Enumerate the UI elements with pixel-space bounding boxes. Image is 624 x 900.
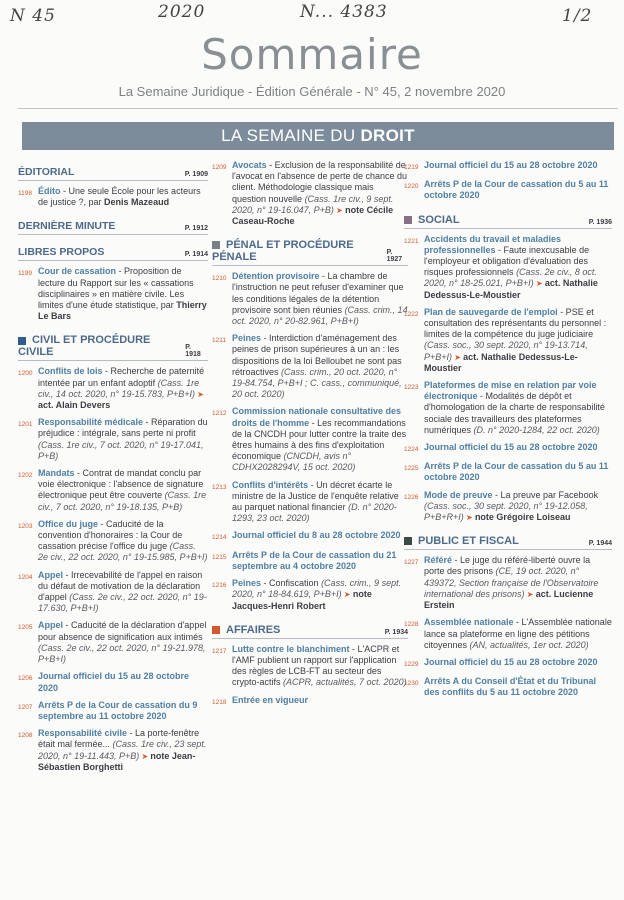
entry-number: 1223 [404, 384, 419, 392]
toc-entry[interactable] [212, 271, 408, 327]
handwritten-page: 1/2 [562, 6, 593, 26]
toc-entry[interactable] [404, 490, 612, 524]
entry-citation: (Cass. 1re civ., 7 oct. 2020, n° 19-18.135, P+B) [38, 490, 207, 512]
page-subtitle: La Semaine Juridique - Édition Générale - N° 45, 2 novembre 2020 [118, 84, 506, 99]
entry-citation: (Cass. crim., 20 oct. 2020, n° 19-84.754, P+B+I ; C. cass., communiqué, 20 oct. 2020) [232, 366, 402, 400]
banner-bold-text: DROIT [360, 126, 415, 145]
section-name: LIBRES PROPOS [18, 246, 105, 259]
entry-citation: (Cass. 1re civ., 7 oct. 2020, n° 19-17.041, P+B) [38, 439, 204, 461]
entry-number: 1218 [212, 698, 227, 706]
entry-citation: (D. n° 2020-1293, 23 oct. 2020) [232, 502, 397, 524]
entry-heading: Appel [38, 569, 64, 580]
entry-number: 1224 [404, 446, 419, 454]
section-editorial [18, 160, 208, 181]
arrow-icon: ➤ [341, 590, 353, 600]
entry-citation: (Cass. soc., 30 sept. 2020, n° 19-12.058, P+B+R+I) [424, 500, 588, 523]
toc-entry[interactable] [18, 700, 208, 722]
entry-heading: Conflits de lois [38, 366, 103, 377]
section-civil [18, 328, 208, 361]
entry-heading: Lutte contre le blanchiment [232, 643, 350, 654]
entry-citation: (Cass. 2e civ., 8 oct. 2020, n° 18-25.021, P+B+I) [424, 267, 597, 289]
arrow-icon: ➤ [333, 205, 346, 215]
entry-heading: Journal officiel du 15 au 28 octobre 2020 [424, 160, 598, 170]
section-libres-propos [18, 240, 208, 261]
arrow-icon: ➤ [195, 389, 204, 399]
entry-heading: Arrêts P de la Cour de cassation du 5 au 11 octobre 2020 [424, 461, 609, 483]
entry-citation: (D. n° 2020-1284, 22 oct. 2020) [473, 424, 600, 435]
entry-number: 1214 [212, 534, 227, 542]
toc-entry[interactable] [404, 676, 612, 698]
entry-author: act. Lucienne Erstein [424, 588, 594, 611]
entry-number: 1222 [404, 310, 419, 318]
entry-citation: (Cass. 2e civ., 22 oct. 2020, n° 19-17.630, P+B+I) [38, 592, 207, 614]
entry-heading: Peines [232, 333, 262, 344]
toc-entry[interactable] [18, 366, 208, 411]
entry-citation: (Cass. 2e civ., 22 oct. 2020, n° 19-15.985, P+B+I) [38, 541, 208, 563]
entry-text: - Irrecevabilité de l'appel en raison du défaut de motivation de la déclaration d'appel [38, 569, 203, 603]
section-banner [22, 122, 614, 150]
toc-entry[interactable] [18, 266, 208, 322]
section-page: P. 1914 [184, 251, 208, 259]
entry-number: 1221 [404, 237, 419, 245]
entry-number: 1215 [212, 553, 227, 561]
entry-number: 1217 [212, 647, 227, 655]
entry-number: 1225 [404, 465, 419, 473]
toc-entry[interactable] [404, 307, 612, 374]
entry-author: note Jacques-Henri Robert [232, 589, 372, 611]
header-divider [18, 108, 618, 109]
toc-entry[interactable] [18, 417, 208, 462]
section-square-icon [404, 537, 412, 545]
section-page: P. 1909 [184, 171, 208, 178]
toc-entry[interactable] [212, 695, 408, 708]
section-affaires [212, 618, 408, 639]
section-square-icon [404, 216, 412, 224]
toc-entry[interactable] [404, 380, 612, 436]
entry-number: 1199 [18, 270, 32, 278]
section-name: AFFAIRES [226, 623, 281, 636]
handwritten-reference: N... 4383 [300, 2, 388, 22]
entry-author: act. Alain Devers [38, 400, 111, 411]
entry-text: - Contrat de mandat conclu par voie électronique : l'absence de signature électronique peut être couverte [38, 468, 204, 501]
entry-heading: Plateformes de mise en relation par voie électronique [424, 380, 597, 402]
entry-text: - Le juge du référé-liberté ouvre la porte des prisons [424, 555, 591, 577]
entry-citation: (CNCDH, avis n° CDHX2028294V, 15 oct. 2020) [232, 451, 356, 473]
section-page: P. 1927 [386, 249, 403, 264]
entry-number: 1230 [404, 680, 419, 688]
entry-heading: Peines [232, 578, 262, 589]
entry-heading: Journal officiel du 15 au 28 octobre 2020 [424, 656, 598, 667]
entry-author: Denis Mazeaud [104, 197, 170, 208]
entry-number: 1211 [212, 337, 226, 345]
toc-entry[interactable] [18, 570, 208, 615]
entry-author: Thierry Le Bars [38, 300, 207, 322]
entry-heading: Journal officiel du 15 au 28 octobre 2020 [38, 671, 190, 693]
arrow-icon: ➤ [463, 513, 475, 523]
entry-text: - Proposition de lecture du Rapport sur les « cassations disciplinaires » en matière civile. Les limites d'une étude statistique, par [38, 266, 194, 311]
toc-entry[interactable] [18, 519, 208, 564]
toc-entry[interactable] [212, 333, 408, 400]
section-page: P. 1918 [185, 344, 201, 359]
entry-text: - Modalités de dépôt et d'homologation de la charte de responsabilité sociale des travailleurs des plateformes numériques [424, 391, 605, 435]
entry-heading: Assemblée nationale [424, 617, 514, 628]
banner-text: LA SEMAINE DU [221, 126, 361, 145]
entry-heading: Arrêts P de la Cour de cassation du 5 au 11 octobre 2020 [424, 179, 609, 201]
entry-number: 1205 [18, 624, 33, 632]
toc-entry[interactable] [404, 461, 612, 483]
entry-number: 1219 [404, 164, 419, 171]
entry-heading: Conflits d'intérêts [232, 479, 309, 490]
entry-number: 1226 [404, 493, 419, 501]
entry-citation: (AN, actualités, 1er oct. 2020) [469, 639, 589, 650]
entry-text: - L'ACPR et l'AMF publient un rapport sur l'application des règles de LCB-FT au secteur des crypto-actifs [232, 643, 400, 688]
entry-text: - L'Assemblée nationale lance sa plateforme en ligne des pétitions citoyennes [424, 617, 612, 650]
entry-number: 1204 [18, 573, 33, 581]
section-name: PÉNAL ET PROCÉDURE PÉNALE [212, 239, 354, 264]
toc-entry[interactable] [18, 620, 208, 665]
entry-text: - Caducité de la convention d'honoraires : la Cour de cassation précise l'office du juge [38, 518, 183, 552]
entry-heading: Mandats [38, 468, 75, 479]
entry-text: - Interdiction d'aménagement des peines de prison supérieures à un an : les dispositions de la loi Belloubet ne sont pas rétroactives [232, 333, 402, 377]
section-square-icon [212, 241, 220, 249]
section-name: ÉDITORIAL [18, 166, 75, 178]
toc-entry[interactable] [404, 617, 612, 651]
toc-entry[interactable] [212, 644, 408, 689]
arrow-icon: ➤ [139, 751, 151, 761]
entry-text: - Faute inexcusable de l'employeur et obligation d'évaluation des risques professionnels [424, 244, 590, 278]
entry-number: 1210 [212, 275, 227, 283]
toc-entry[interactable] [404, 442, 612, 455]
entry-text: - Les recommandations de la CNCDH pour lutter contre la traite des êtres humains à des fins d'exploitation économique [232, 417, 407, 462]
entry-citation: (Cass. soc., 30 sept. 2020, n° 19-13.714, P+B+I) [424, 340, 588, 362]
entry-author: act. Nathalie Dedessus-Le-Moustier [424, 351, 578, 373]
entry-heading: Appel [38, 620, 64, 631]
entry-heading: Plan de sauvegarde de l'emploi [424, 306, 558, 317]
toc-entry[interactable] [212, 550, 408, 572]
toc-entry[interactable] [212, 530, 408, 543]
entry-number: 1220 [404, 183, 419, 191]
entry-text: - Une seule École pour les acteurs de justice ?, par [38, 186, 201, 208]
entry-citation: (Cass. crim., 14 oct. 2020, n° 20-82.961, P+B+I) [232, 304, 408, 327]
section-page: P. 1912 [184, 225, 208, 233]
entry-heading: Responsabilité médicale [38, 417, 144, 428]
toc-entry[interactable] [18, 671, 208, 693]
entry-heading: Édito [38, 186, 61, 196]
entry-heading: Détention provisoire [232, 271, 320, 282]
entry-number: 1207 [18, 703, 33, 711]
entry-author: note Jean-Sébastien Borghetti [38, 750, 196, 772]
entry-author: note Cécile Caseau-Roche [232, 204, 394, 227]
entry-heading: Arrêts P de la Cour de cassation du 9 septembre au 11 octobre 2020 [38, 699, 198, 721]
entry-text: - La preuve par Facebook [492, 489, 599, 500]
toc-entry[interactable] [212, 160, 408, 227]
entry-heading: Arrêts P de la Cour de cassation du 21 septembre au 4 octobre 2020 [232, 549, 397, 571]
handwritten-year: 2020 [158, 2, 206, 22]
entry-heading: Avocats [232, 160, 267, 170]
toc-entry[interactable] [404, 179, 612, 201]
entry-heading: Commission nationale consultative des droits de l'homme [232, 406, 402, 428]
entry-text: - Recherche de paternité intentée par un enfant adoptif [38, 366, 205, 388]
entry-citation: (Cass. 1re civ., 14 oct. 2020, n° 19-15.783, P+B+I) [38, 377, 200, 399]
entry-number: 1208 [18, 732, 33, 740]
arrow-icon: ➤ [533, 279, 545, 289]
section-page: P. 1944 [588, 540, 612, 548]
section-page: P. 1934 [384, 628, 408, 636]
entry-citation: (Cass. crim., 9 sept. 2020, n° 18-84.619, P+B+I) [232, 578, 402, 600]
section-derniere-minute [18, 214, 208, 235]
entry-number: 1229 [404, 660, 419, 668]
entry-text: - Réparation du préjudice : intégrale, sans perte ni profit [38, 417, 208, 439]
toc-entry[interactable] [212, 406, 408, 473]
entry-number: 1213 [212, 483, 227, 491]
entry-heading: Office du juge [38, 518, 99, 529]
entry-text: - La chambre de l'instruction ne peut refuser d'examiner que les conditions légales de la détention provisoire sont bien réunies [232, 271, 404, 315]
entry-heading: Arrêts A du Conseil d'État et du Tribunal des conflits du 5 au 11 octobre 2020 [424, 676, 596, 698]
toc-entry[interactable] [18, 728, 208, 773]
column-left [18, 160, 208, 779]
column-right [404, 160, 612, 705]
toc-entry[interactable] [212, 578, 408, 612]
entry-text: - Exclusion de la responsabilité de l'avocat en l'absence de perte de chance du client. Méthodologie classique mais question nouvelle [232, 160, 408, 204]
entry-author: act. Nathalie Dedessus-Le-Moustier [424, 278, 598, 300]
entry-number: 1212 [212, 410, 227, 418]
toc-entry[interactable] [18, 186, 208, 208]
toc-entry[interactable] [18, 468, 208, 513]
entry-text: - PSE et consultation des représentants du personnel : limites de la compétence du juge judiciaire [424, 306, 607, 340]
section-penal [212, 233, 408, 266]
entry-heading: Mode de preuve [424, 489, 493, 500]
entry-author: note Grégoire Loiseau [474, 512, 571, 523]
section-name: CIVIL ET PROCÉDURE CIVILE [18, 334, 151, 359]
entry-heading: Responsabilité civile [38, 728, 128, 739]
entry-text: - Un décret écarte le ministre de la Justice de l'enquête relative au parquet national financier [232, 479, 399, 513]
entry-number: 1228 [404, 621, 419, 629]
entry-heading: Accidents du travail et maladies professionnelles [424, 233, 562, 255]
column-middle [212, 160, 408, 714]
entry-number: 1209 [212, 164, 227, 171]
entry-number: 1206 [18, 675, 33, 683]
entry-heading: Cour de cassation [38, 266, 117, 277]
toc-entry[interactable] [404, 555, 612, 611]
entry-text: - Caducité de la déclaration d'appel pour absence de signification aux intimés [38, 620, 207, 642]
entry-number: 1200 [18, 370, 33, 378]
entry-heading: Entrée en vigueur [232, 694, 309, 705]
entry-number: 1227 [404, 559, 419, 567]
entry-heading: Référé [424, 555, 453, 566]
entry-number: 1198 [18, 190, 32, 197]
entry-number: 1203 [18, 522, 33, 530]
page-title: Sommaire [201, 30, 423, 79]
toc-entry[interactable] [404, 234, 612, 301]
section-public-fiscal [404, 529, 612, 550]
entry-citation: (ACPR, actualités, 7 oct. 2020) [283, 677, 407, 688]
entry-heading: Journal officiel du 8 au 28 octobre 2020 [232, 530, 401, 541]
toc-entry[interactable] [404, 160, 612, 173]
entry-citation: (CE, 19 oct. 2020, n° 439372, Section française de l'Observatoire international des prisons) [424, 566, 599, 599]
entry-text: - Confiscation [261, 578, 322, 589]
section-square-icon [18, 337, 26, 345]
section-name: SOCIAL [418, 213, 460, 226]
handwritten-issue-number: N 45 [10, 6, 56, 26]
entry-citation: (Cass. 1re civ., 23 sept. 2020, n° 19-11.443, P+B) [38, 739, 207, 761]
arrow-icon: ➤ [524, 589, 536, 599]
entry-number: 1216 [212, 582, 227, 590]
entry-citation: (Cass. 1re civ., 9 sept. 2020, n° 19-16.047, P+B) [232, 193, 394, 215]
section-page: P. 1936 [588, 218, 612, 226]
entry-number: 1202 [18, 472, 33, 480]
toc-entry[interactable] [212, 480, 408, 525]
section-square-icon [212, 626, 220, 634]
entry-citation: (Cass. 2e civ., 22 oct. 2020, n° 19-21.978, P+B+I) [38, 642, 206, 665]
section-name: PUBLIC ET FISCAL [418, 535, 519, 548]
entry-text: - La porte-fenêtre était mal fermée... [38, 728, 200, 750]
entry-heading: Journal officiel du 15 au 28 octobre 2020 [424, 442, 598, 453]
section-name: DERNIÈRE MINUTE [18, 220, 116, 233]
arrow-icon: ➤ [452, 352, 464, 362]
section-social [404, 208, 612, 229]
toc-entry[interactable] [404, 657, 612, 670]
entry-number: 1201 [18, 421, 33, 429]
